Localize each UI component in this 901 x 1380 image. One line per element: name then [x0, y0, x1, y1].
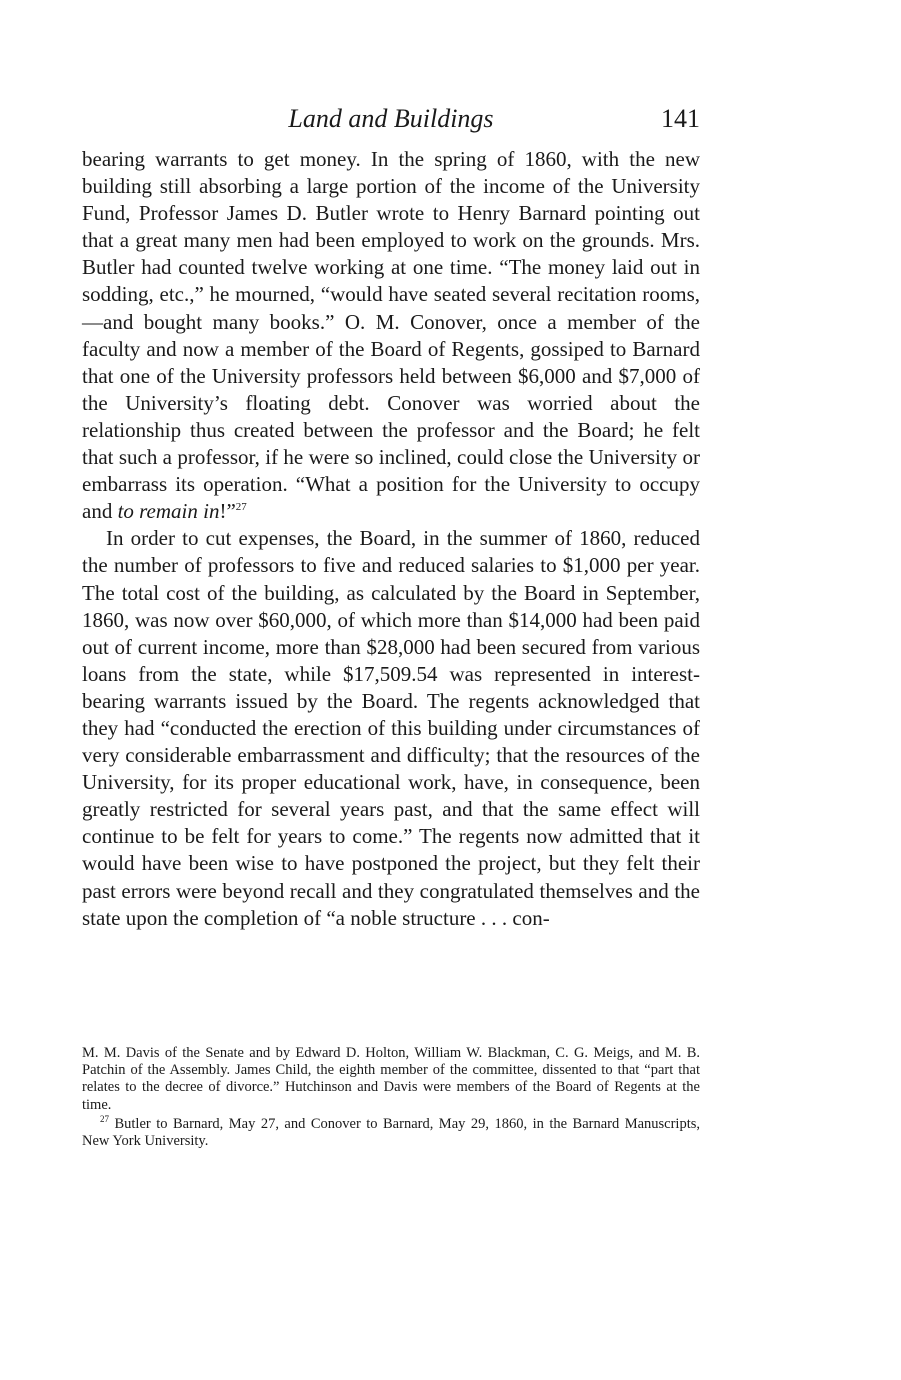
footnote-27-marker: 27 — [100, 1113, 109, 1124]
paragraph-1-text: bearing warrants to get money. In the spring of 1860, with the new building still absorbing a large portion of the income of the University Fund, Professor James D. Butler wrote to Henry Barnard pointing out that a great many men had been employed to work on the grounds. Mrs. Butler had counted twelve working at one time. “The money laid out in sodding, etc.,” he mourned, “would have seated several recitation rooms,—and bought many books.” O. M. Conover, once a member of the faculty and now a member of the Board of Regents, gossiped to Barnard that one of the University professors held between $6,000 and $7,000 of the University’s floating debt. Conover was worried about the relationship thus created between the professor and the Board; he felt that such a professor, if he were so inclined, could close the University or embarrass its operation. “What a position for the University to occupy and — [82, 147, 700, 524]
paragraph-1-close: !” — [219, 499, 236, 524]
footnote-ref-27[interactable]: 27 — [235, 501, 247, 514]
paragraph-2: In order to cut expenses, the Board, in the summer of 1860, reduced the number of professors to five and reduced salaries to $1,000 per year. The total cost of the building, as calculated by the Board in September, 1860, was now over $60,000, of which more than $14,000 had been paid out of current income, more than $28,000 had been secured from various loans from the state, while $17,509.54 was represented in interest-bearing warrants issued by the Board. The regents acknowledged that they had “conducted the erection of this building under circumstances of very considerable embarrassment and difficulty; that the resources of the University, for its proper educational work, have, in consequence, been greatly restricted for several years past, and that the same effect will continue to be felt for years to come.” The regents now admitted that it would have been wise to have postponed the project, but they felt their past errors were beyond recall and they congratulated themselves and the state upon the completion of “a noble structure . . . con- — [82, 526, 700, 930]
footnote-continued: M. M. Davis of the Senate and by Edward D. Holton, William W. Blackman, C. G. Meigs, and M. B. Patchin of the Assembly. James Child, the eighth member of the committee, dissented to that “part that relates to the decree of divorce.” Hutchinson and Davis were members of the Board of Regents at the time. — [82, 1045, 700, 1113]
footnote-27-text: Butler to Barnard, May 27, and Conover to Barnard, May 29, 1860, in the Barnard Manuscripts, New York University. — [82, 1115, 701, 1150]
footnotes — [82, 1045, 700, 1150]
paragraph-1-italic: to remain in — [117, 499, 220, 524]
footnote-27 — [82, 1113, 701, 1150]
body-text — [82, 146, 700, 932]
page-number: 141 — [661, 104, 700, 133]
paragraph-1 — [82, 146, 700, 525]
running-title: Land and Buildings — [288, 104, 494, 133]
running-header — [82, 100, 700, 140]
